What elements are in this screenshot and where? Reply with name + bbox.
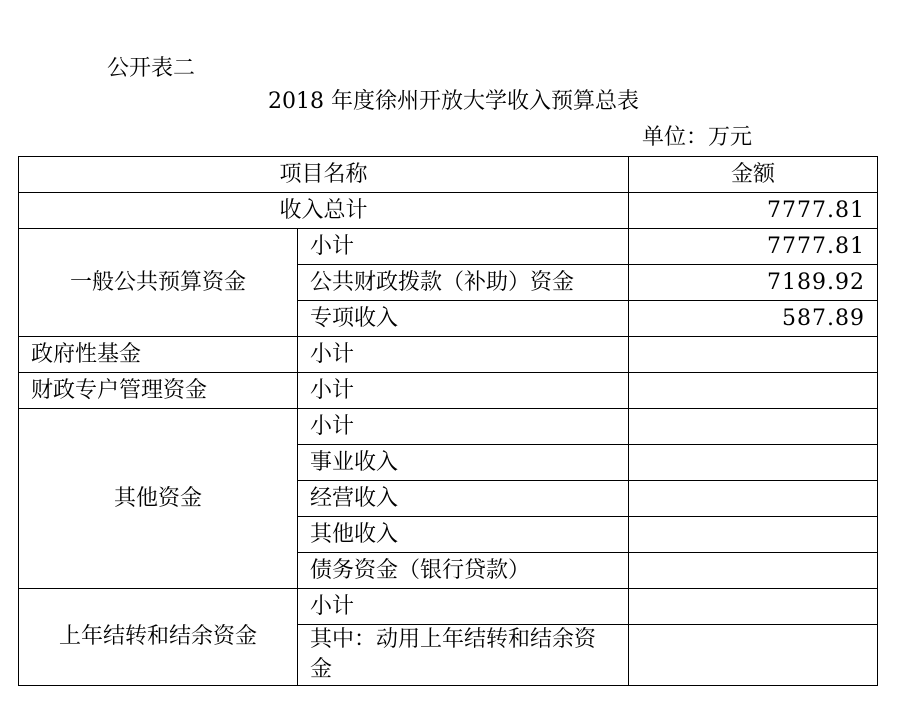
table-row [19,373,878,409]
row-label: 其中：动用上年结转和结余资金 [298,625,629,686]
table-header-row [19,157,878,193]
unit-label: 单位：万元 [642,125,753,150]
group-name-general-budget: 一般公共预算资金 [19,229,298,337]
row-label: 专项收入 [298,301,629,337]
income-budget-table [18,156,878,686]
document-label: 公开表二 [107,56,196,81]
group-name-carryover: 上年结转和结余资金 [19,589,298,686]
row-label: 事业收入 [298,445,629,481]
row-amount [629,409,878,445]
row-amount [629,373,878,409]
total-label: 收入总计 [19,193,629,229]
header-item-name: 项目名称 [19,157,629,193]
row-amount [629,589,878,625]
table-row [19,229,878,265]
row-amount: 587.89 [629,301,878,337]
total-amount: 7777.81 [629,193,878,229]
row-amount [629,337,878,373]
row-amount: 7189.92 [629,265,878,301]
total-row [19,193,878,229]
row-label: 经营收入 [298,481,629,517]
row-label: 公共财政拨款（补助）资金 [298,265,629,301]
header-amount: 金额 [629,157,878,193]
row-label: 小计 [298,337,629,373]
table-row [19,409,878,445]
row-label: 小计 [298,409,629,445]
row-label: 小计 [298,229,629,265]
row-amount [629,481,878,517]
row-amount [629,625,878,686]
table-row [19,589,878,625]
table-row [19,337,878,373]
row-label: 小计 [298,589,629,625]
row-amount: 7777.81 [629,229,878,265]
row-label: 其他收入 [298,517,629,553]
group-name-government-fund: 政府性基金 [19,337,298,373]
row-label: 债务资金（银行贷款） [298,553,629,589]
row-amount [629,517,878,553]
group-name-special-account: 财政专户管理资金 [19,373,298,409]
row-amount [629,553,878,589]
document-title: 2018 年度徐州开放大学收入预算总表 [268,89,639,114]
group-name-other-funds: 其他资金 [19,409,298,589]
row-amount [629,445,878,481]
row-label: 小计 [298,373,629,409]
